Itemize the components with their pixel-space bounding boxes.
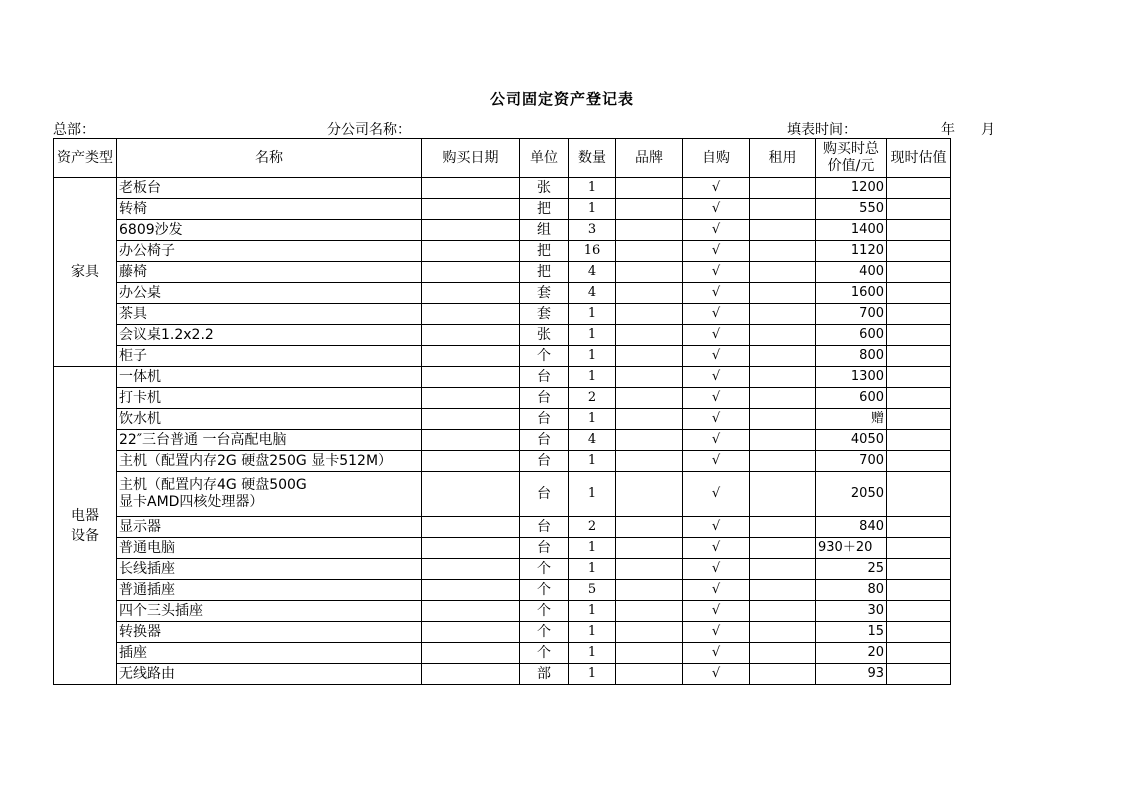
purchase-price-cell[interactable]: 700 — [816, 304, 887, 325]
current-value-cell[interactable] — [887, 367, 951, 388]
brand-cell[interactable] — [616, 451, 683, 472]
quantity-cell[interactable]: 2 — [569, 517, 616, 538]
asset-name-cell[interactable]: 普通电脑 — [117, 538, 422, 559]
current-value-cell[interactable] — [887, 664, 951, 685]
unit-cell[interactable]: 个 — [520, 559, 569, 580]
quantity-cell[interactable]: 1 — [569, 199, 616, 220]
asset-name-cell[interactable]: 办公椅子 — [117, 241, 422, 262]
asset-name-cell[interactable]: 22″三台普通 一台高配电脑 — [117, 430, 422, 451]
own-check-cell[interactable]: √ — [683, 178, 750, 199]
asset-name-cell[interactable]: 转换器 — [117, 622, 422, 643]
own-check-cell[interactable]: √ — [683, 664, 750, 685]
quantity-cell[interactable]: 4 — [569, 283, 616, 304]
quantity-cell[interactable]: 1 — [569, 451, 616, 472]
current-value-cell[interactable] — [887, 283, 951, 304]
own-check-cell[interactable]: √ — [683, 199, 750, 220]
own-check-cell[interactable]: √ — [683, 622, 750, 643]
current-value-cell[interactable] — [887, 304, 951, 325]
table-row — [54, 538, 951, 559]
purchase-price-cell[interactable]: 2050 — [816, 472, 887, 517]
purchase-price-cell[interactable]: 600 — [816, 325, 887, 346]
asset-name-cell[interactable]: 无线路由 — [117, 664, 422, 685]
table-row — [54, 430, 951, 451]
own-check-cell[interactable]: √ — [683, 559, 750, 580]
current-value-cell[interactable] — [887, 430, 951, 451]
rent-cell[interactable] — [750, 664, 816, 685]
table-row — [54, 178, 951, 199]
purchase-date-cell[interactable] — [422, 451, 520, 472]
own-check-cell[interactable]: √ — [683, 580, 750, 601]
purchase-price-cell[interactable]: 840 — [816, 517, 887, 538]
rent-cell[interactable] — [750, 601, 816, 622]
header-own[interactable]: 自购 — [683, 139, 750, 178]
brand-cell[interactable] — [616, 199, 683, 220]
current-value-cell[interactable] — [887, 262, 951, 283]
table-row — [54, 643, 951, 664]
brand-cell[interactable] — [616, 643, 683, 664]
brand-cell[interactable] — [616, 262, 683, 283]
unit-cell[interactable]: 台 — [520, 388, 569, 409]
purchase-date-cell[interactable] — [422, 559, 520, 580]
asset-name-cell[interactable]: 一体机 — [117, 367, 422, 388]
asset-name-cell[interactable]: 四个三头插座 — [117, 601, 422, 622]
purchase-price-cell[interactable]: 4050 — [816, 430, 887, 451]
asset-name-cell[interactable]: 6809沙发 — [117, 220, 422, 241]
table-row — [54, 325, 951, 346]
asset-name-cell[interactable]: 藤椅 — [117, 262, 422, 283]
rent-cell[interactable] — [750, 199, 816, 220]
current-value-cell[interactable] — [887, 409, 951, 430]
purchase-date-cell[interactable] — [422, 283, 520, 304]
table-row — [54, 304, 951, 325]
quantity-cell[interactable]: 1 — [569, 304, 616, 325]
unit-cell[interactable]: 个 — [520, 580, 569, 601]
purchase-date-cell[interactable] — [422, 346, 520, 367]
current-value-cell[interactable] — [887, 559, 951, 580]
brand-cell[interactable] — [616, 517, 683, 538]
table-row — [54, 472, 951, 517]
purchase-date-cell[interactable] — [422, 643, 520, 664]
asset-name-cell[interactable]: 会议桌1.2x2.2 — [117, 325, 422, 346]
header-rent[interactable]: 租用 — [750, 139, 816, 178]
unit-cell[interactable]: 台 — [520, 538, 569, 559]
purchase-price-cell[interactable]: 1400 — [816, 220, 887, 241]
table-body — [54, 178, 951, 685]
table-row — [54, 580, 951, 601]
brand-cell[interactable] — [616, 388, 683, 409]
unit-cell[interactable]: 张 — [520, 325, 569, 346]
purchase-date-cell[interactable] — [422, 304, 520, 325]
current-value-cell[interactable] — [887, 325, 951, 346]
table-row — [54, 517, 951, 538]
hq-label: 总部： — [53, 122, 95, 138]
quantity-cell[interactable]: 1 — [569, 409, 616, 430]
own-check-cell[interactable]: √ — [683, 430, 750, 451]
category-cell[interactable] — [54, 367, 117, 685]
purchase-date-cell[interactable] — [422, 430, 520, 451]
rent-cell[interactable] — [750, 304, 816, 325]
asset-name-cell[interactable] — [117, 472, 422, 517]
own-check-cell[interactable]: √ — [683, 517, 750, 538]
own-check-cell[interactable]: √ — [683, 409, 750, 430]
own-check-cell[interactable]: √ — [683, 262, 750, 283]
purchase-date-cell[interactable] — [422, 178, 520, 199]
purchase-date-cell[interactable] — [422, 409, 520, 430]
unit-cell[interactable]: 台 — [520, 409, 569, 430]
header-category[interactable]: 资产类型 — [54, 139, 117, 178]
brand-cell[interactable] — [616, 367, 683, 388]
quantity-cell[interactable]: 1 — [569, 664, 616, 685]
purchase-date-cell[interactable] — [422, 367, 520, 388]
current-value-cell[interactable] — [887, 601, 951, 622]
purchase-price-cell[interactable]: 1600 — [816, 283, 887, 304]
asset-name-cell[interactable]: 饮水机 — [117, 409, 422, 430]
table-row — [54, 199, 951, 220]
category-line1: 电器 — [71, 507, 99, 524]
table-row — [54, 451, 951, 472]
purchase-price-cell[interactable]: 25 — [816, 559, 887, 580]
purchase-price-cell[interactable]: 93 — [816, 664, 887, 685]
header-brand[interactable]: 品牌 — [616, 139, 683, 178]
header-current-value[interactable]: 现时估值 — [887, 139, 951, 178]
table-row — [54, 388, 951, 409]
rent-cell[interactable] — [750, 325, 816, 346]
brand-cell[interactable] — [616, 538, 683, 559]
asset-name-cell[interactable]: 显示器 — [117, 517, 422, 538]
rent-cell[interactable] — [750, 262, 816, 283]
quantity-cell[interactable]: 1 — [569, 178, 616, 199]
brand-cell[interactable] — [616, 325, 683, 346]
asset-name-cell[interactable]: 打卡机 — [117, 388, 422, 409]
brand-cell[interactable] — [616, 559, 683, 580]
table-row — [54, 346, 951, 367]
table-row — [54, 241, 951, 262]
purchase-date-cell[interactable] — [422, 580, 520, 601]
quantity-cell[interactable]: 4 — [569, 262, 616, 283]
purchase-date-cell[interactable] — [422, 388, 520, 409]
asset-name-line1: 主机（配置内存4G 硬盘500G — [119, 477, 307, 493]
own-check-cell[interactable]: √ — [683, 304, 750, 325]
rent-cell[interactable] — [750, 220, 816, 241]
asset-name-cell[interactable]: 柜子 — [117, 346, 422, 367]
quantity-cell[interactable]: 1 — [569, 325, 616, 346]
rent-cell[interactable] — [750, 178, 816, 199]
table-row — [54, 262, 951, 283]
purchase-date-cell[interactable] — [422, 517, 520, 538]
own-check-cell[interactable]: √ — [683, 451, 750, 472]
purchase-date-cell[interactable] — [422, 472, 520, 517]
rent-cell[interactable] — [750, 622, 816, 643]
brand-cell[interactable] — [616, 601, 683, 622]
rent-cell[interactable] — [750, 580, 816, 601]
rent-cell[interactable] — [750, 241, 816, 262]
purchase-price-cell[interactable]: 1200 — [816, 178, 887, 199]
brand-cell[interactable] — [616, 220, 683, 241]
rent-cell[interactable] — [750, 559, 816, 580]
brand-cell[interactable] — [616, 580, 683, 601]
purchase-date-cell[interactable] — [422, 199, 520, 220]
unit-cell[interactable]: 台 — [520, 517, 569, 538]
header-name[interactable]: 名称 — [117, 139, 422, 178]
unit-cell[interactable]: 台 — [520, 367, 569, 388]
brand-cell[interactable] — [616, 622, 683, 643]
quantity-cell[interactable]: 1 — [569, 643, 616, 664]
own-check-cell[interactable]: √ — [683, 241, 750, 262]
quantity-cell[interactable]: 1 — [569, 538, 616, 559]
purchase-date-cell[interactable] — [422, 325, 520, 346]
header-quantity[interactable]: 数量 — [569, 139, 616, 178]
header-price-line2: 价值/元 — [827, 158, 875, 174]
rent-cell[interactable] — [750, 409, 816, 430]
rent-cell[interactable] — [750, 346, 816, 367]
purchase-price-cell[interactable]: 550 — [816, 199, 887, 220]
asset-name-cell[interactable]: 转椅 — [117, 199, 422, 220]
asset-name-cell[interactable]: 主机（配置内存2G 硬盘250G 显卡512M） — [117, 451, 422, 472]
unit-cell[interactable]: 个 — [520, 346, 569, 367]
rent-cell[interactable] — [750, 283, 816, 304]
own-check-cell[interactable]: √ — [683, 325, 750, 346]
purchase-date-cell[interactable] — [422, 664, 520, 685]
purchase-date-cell[interactable] — [422, 601, 520, 622]
sheet-title: 公司固定资产登记表 — [489, 90, 634, 108]
brand-cell[interactable] — [616, 283, 683, 304]
current-value-cell[interactable] — [887, 622, 951, 643]
purchase-price-cell[interactable]: 800 — [816, 346, 887, 367]
year-label: 年 — [941, 122, 955, 138]
quantity-cell[interactable]: 3 — [569, 220, 616, 241]
own-check-cell[interactable]: √ — [683, 283, 750, 304]
quantity-cell[interactable]: 2 — [569, 388, 616, 409]
rent-cell[interactable] — [750, 388, 816, 409]
asset-name-cell[interactable]: 办公桌 — [117, 283, 422, 304]
category-line2: 设备 — [71, 527, 99, 544]
current-value-cell[interactable] — [887, 580, 951, 601]
purchase-price-cell[interactable]: 700 — [816, 451, 887, 472]
asset-name-cell[interactable]: 茶具 — [117, 304, 422, 325]
purchase-date-cell[interactable] — [422, 220, 520, 241]
asset-name-cell[interactable]: 老板台 — [117, 178, 422, 199]
unit-cell[interactable]: 部 — [520, 664, 569, 685]
current-value-cell[interactable] — [887, 472, 951, 517]
brand-cell[interactable] — [616, 304, 683, 325]
unit-cell[interactable]: 个 — [520, 643, 569, 664]
asset-register-table — [53, 138, 951, 685]
rent-cell[interactable] — [750, 643, 816, 664]
rent-cell[interactable] — [750, 451, 816, 472]
own-check-cell[interactable]: √ — [683, 643, 750, 664]
current-value-cell[interactable] — [887, 220, 951, 241]
branch-name-label: 分公司名称： — [327, 122, 411, 138]
purchase-date-cell[interactable] — [422, 622, 520, 643]
unit-cell[interactable]: 台 — [520, 472, 569, 517]
unit-cell[interactable]: 套 — [520, 283, 569, 304]
current-value-cell[interactable] — [887, 199, 951, 220]
current-value-cell[interactable] — [887, 241, 951, 262]
current-value-cell[interactable] — [887, 388, 951, 409]
quantity-cell[interactable]: 1 — [569, 472, 616, 517]
table-row — [54, 409, 951, 430]
quantity-cell[interactable]: 1 — [569, 346, 616, 367]
purchase-price-cell[interactable]: 15 — [816, 622, 887, 643]
quantity-cell[interactable]: 1 — [569, 559, 616, 580]
unit-cell[interactable]: 套 — [520, 304, 569, 325]
table-row — [54, 622, 951, 643]
header-price-line1: 购买时总 — [823, 141, 879, 157]
current-value-cell[interactable] — [887, 517, 951, 538]
table-row — [54, 220, 951, 241]
purchase-date-cell[interactable] — [422, 262, 520, 283]
quantity-cell[interactable]: 1 — [569, 601, 616, 622]
rent-cell[interactable] — [750, 472, 816, 517]
unit-cell[interactable]: 个 — [520, 622, 569, 643]
quantity-cell[interactable]: 16 — [569, 241, 616, 262]
brand-cell[interactable] — [616, 664, 683, 685]
brand-cell[interactable] — [616, 241, 683, 262]
table-row — [54, 601, 951, 622]
asset-name-line2: 显卡AMD四核处理器） — [119, 494, 264, 510]
purchase-price-cell[interactable]: 20 — [816, 643, 887, 664]
purchase-price-cell[interactable]: 1300 — [816, 367, 887, 388]
brand-cell[interactable] — [616, 409, 683, 430]
header-purchase-date[interactable]: 购买日期 — [422, 139, 520, 178]
purchase-price-cell[interactable]: 30 — [816, 601, 887, 622]
category-cell[interactable]: 家具 — [54, 178, 117, 367]
brand-cell[interactable] — [616, 472, 683, 517]
unit-cell[interactable]: 把 — [520, 199, 569, 220]
header-unit[interactable]: 单位 — [520, 139, 569, 178]
unit-cell[interactable]: 台 — [520, 451, 569, 472]
rent-cell[interactable] — [750, 538, 816, 559]
own-check-cell[interactable]: √ — [683, 388, 750, 409]
header-purchase-price[interactable] — [816, 139, 887, 178]
own-check-cell[interactable]: √ — [683, 472, 750, 517]
table-row — [54, 664, 951, 685]
own-check-cell[interactable]: √ — [683, 538, 750, 559]
quantity-cell[interactable]: 5 — [569, 580, 616, 601]
quantity-cell[interactable]: 4 — [569, 430, 616, 451]
purchase-price-cell[interactable]: 赠 — [816, 409, 887, 430]
asset-name-cell[interactable]: 长线插座 — [117, 559, 422, 580]
unit-cell[interactable]: 把 — [520, 262, 569, 283]
current-value-cell[interactable] — [887, 346, 951, 367]
unit-cell[interactable]: 组 — [520, 220, 569, 241]
purchase-price-cell[interactable]: 600 — [816, 388, 887, 409]
current-value-cell[interactable] — [887, 538, 951, 559]
unit-cell[interactable]: 台 — [520, 430, 569, 451]
brand-cell[interactable] — [616, 178, 683, 199]
purchase-date-cell[interactable] — [422, 241, 520, 262]
purchase-date-cell[interactable] — [422, 538, 520, 559]
asset-name-cell[interactable]: 插座 — [117, 643, 422, 664]
month-label: 月 — [981, 122, 995, 138]
table-row — [54, 367, 951, 388]
current-value-cell[interactable] — [887, 178, 951, 199]
purchase-price-cell[interactable]: 80 — [816, 580, 887, 601]
brand-cell[interactable] — [616, 430, 683, 451]
brand-cell[interactable] — [616, 346, 683, 367]
purchase-price-cell[interactable]: 400 — [816, 262, 887, 283]
table-row — [54, 559, 951, 580]
own-check-cell[interactable]: √ — [683, 367, 750, 388]
quantity-cell[interactable]: 1 — [569, 367, 616, 388]
table-row — [54, 283, 951, 304]
current-value-cell[interactable] — [887, 643, 951, 664]
purchase-price-cell[interactable]: 930＋20 — [816, 538, 887, 559]
quantity-cell[interactable]: 1 — [569, 622, 616, 643]
fill-time-label: 填表时间： — [787, 122, 857, 138]
purchase-price-cell[interactable]: 1120 — [816, 241, 887, 262]
rent-cell[interactable] — [750, 367, 816, 388]
own-check-cell[interactable]: √ — [683, 346, 750, 367]
own-check-cell[interactable]: √ — [683, 220, 750, 241]
unit-cell[interactable]: 把 — [520, 241, 569, 262]
unit-cell[interactable]: 个 — [520, 601, 569, 622]
unit-cell[interactable]: 张 — [520, 178, 569, 199]
rent-cell[interactable] — [750, 517, 816, 538]
header-row — [54, 139, 951, 178]
current-value-cell[interactable] — [887, 451, 951, 472]
rent-cell[interactable] — [750, 430, 816, 451]
own-check-cell[interactable]: √ — [683, 601, 750, 622]
asset-name-cell[interactable]: 普通插座 — [117, 580, 422, 601]
